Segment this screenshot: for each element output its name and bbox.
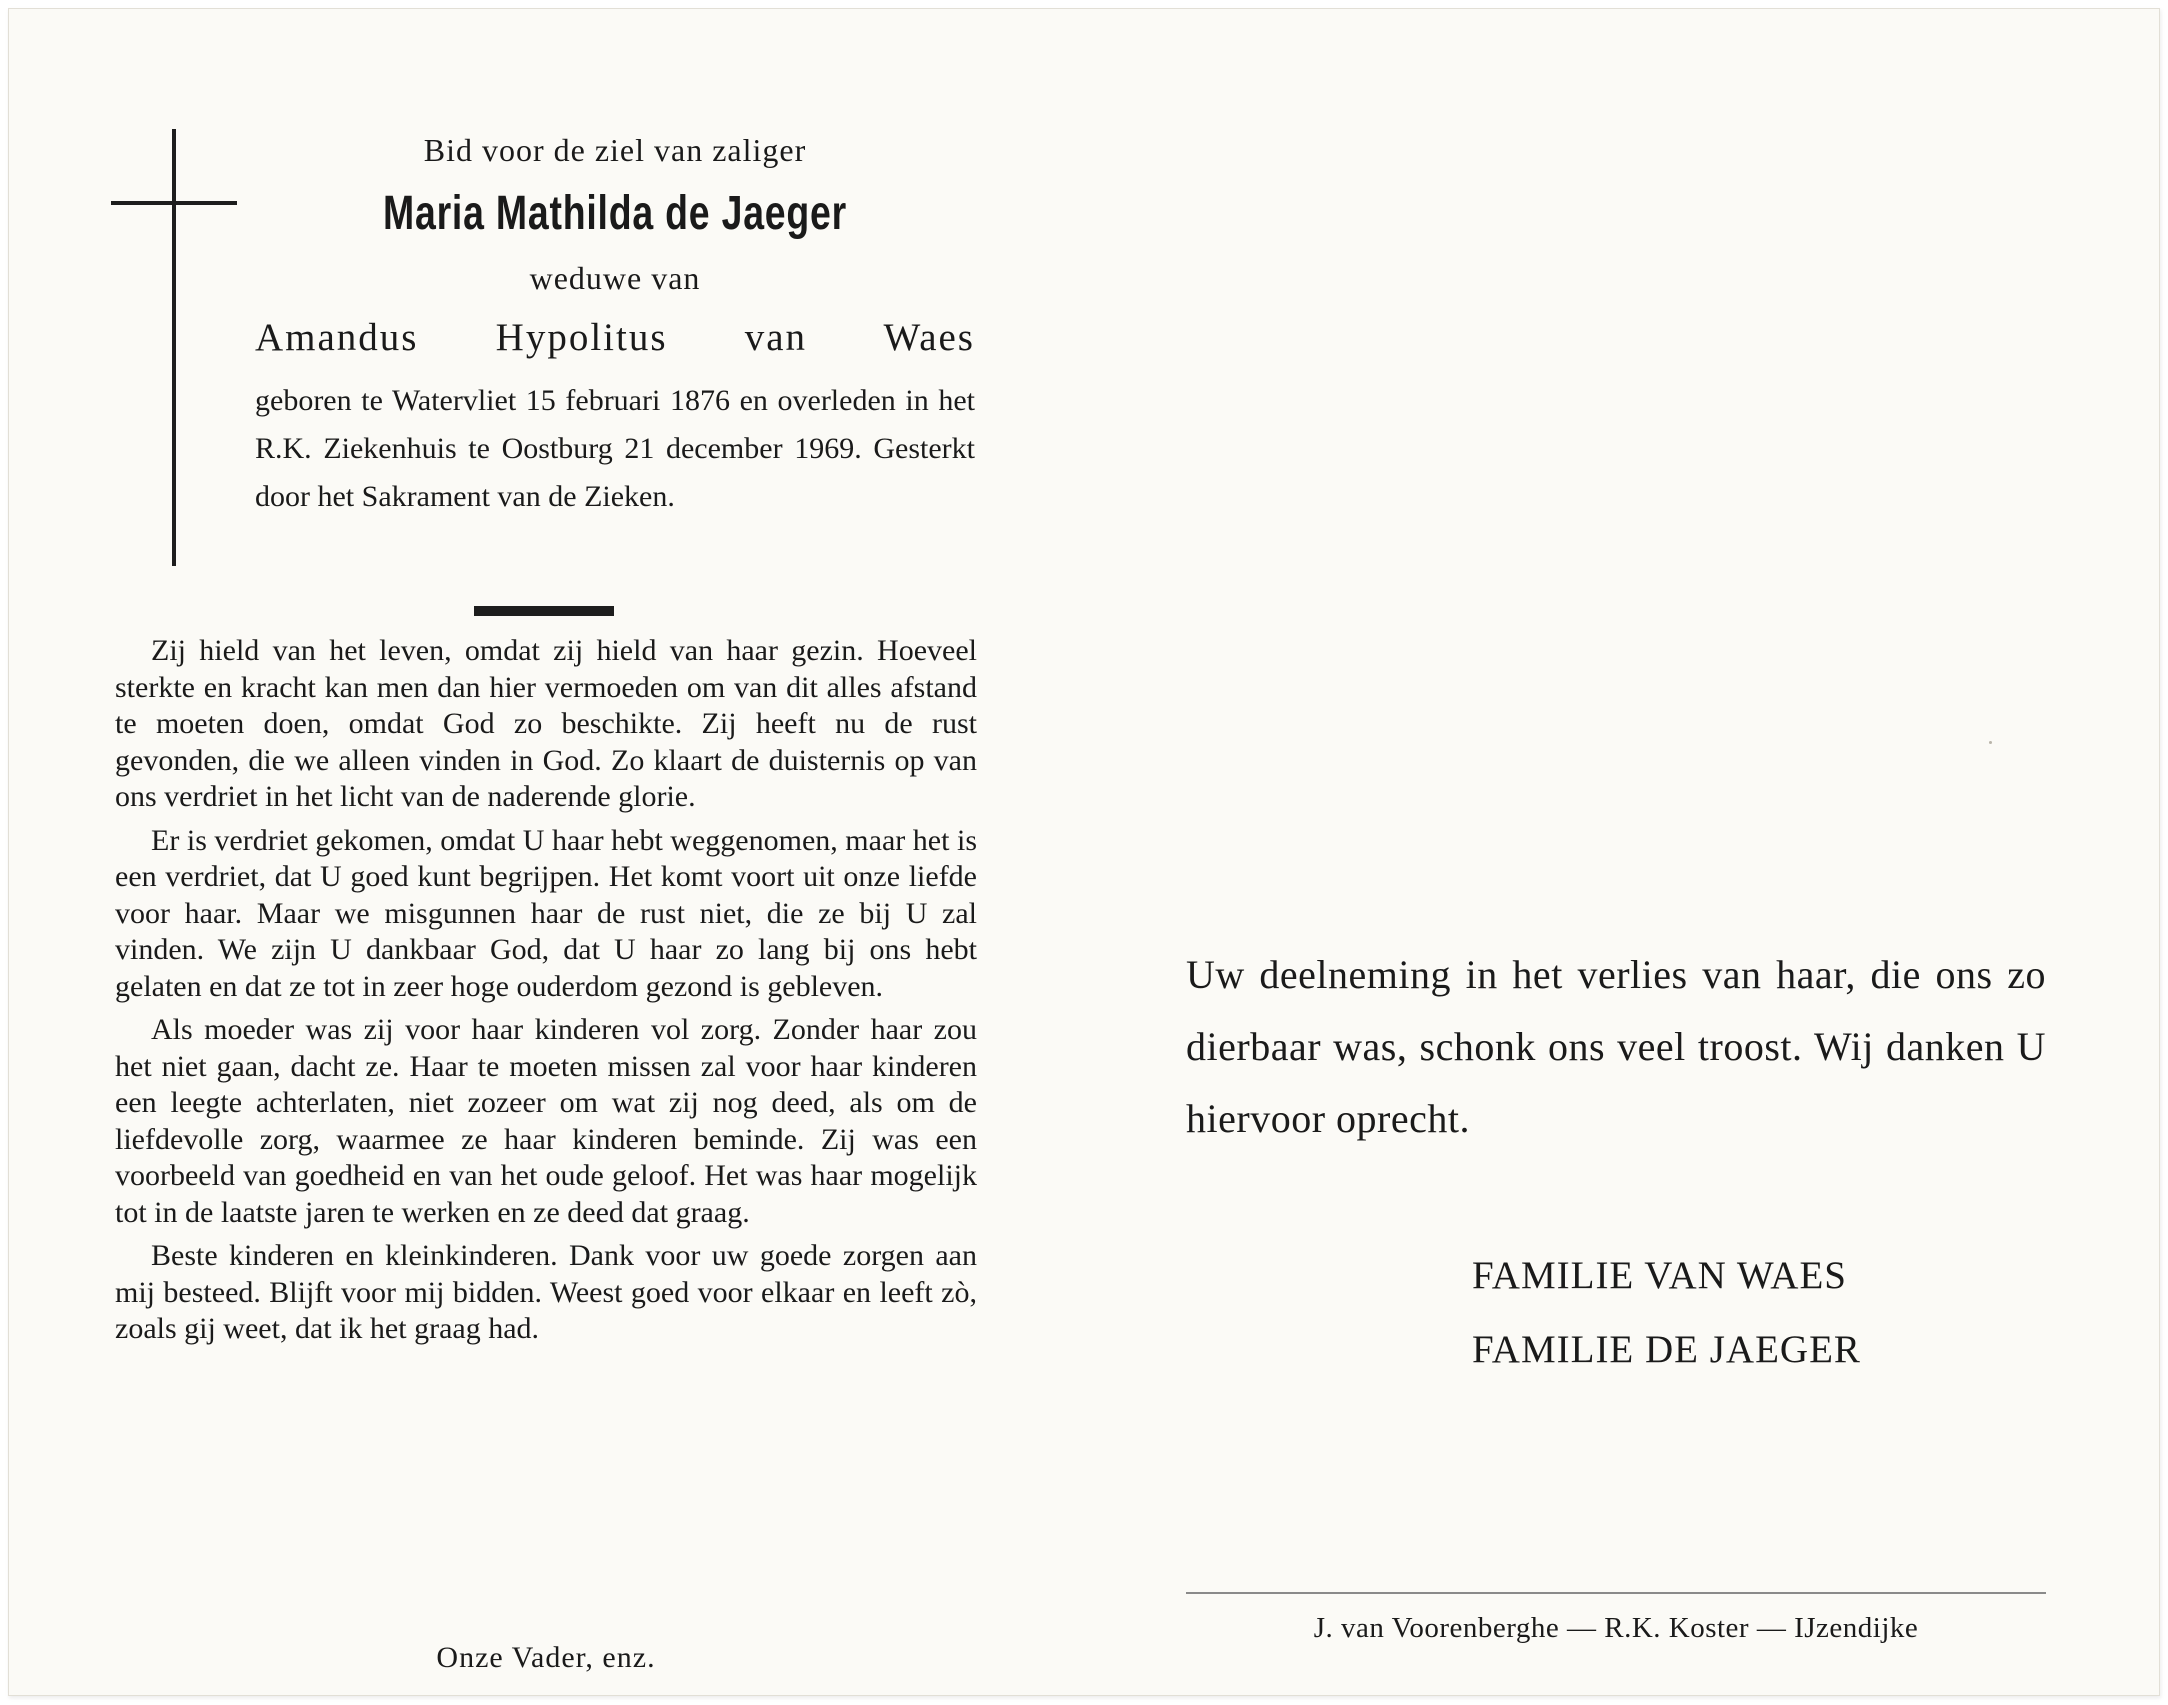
- paper-speck: [1989, 741, 1992, 744]
- memorial-text: [115, 633, 977, 1355]
- family-name: FAMILIE VAN WAES: [1472, 1254, 1847, 1297]
- intro-line: Bid voor de ziel van zaliger: [423, 132, 807, 168]
- cross-icon-bar: [111, 201, 237, 205]
- cross-icon: [172, 129, 176, 566]
- husband-name: Amandus Hypolitus van Waes: [255, 316, 975, 359]
- family-name: FAMILIE DE JAEGER: [1472, 1328, 1861, 1371]
- thanks-text: Uw deelneming in het verlies van haar, die ons zo dierbaar was, schonk ons veel troost. Wij danken U hiervoor oprecht.: [1186, 952, 2046, 1141]
- paragraph: Beste kinderen en kleinkinderen. Dank voor uw goede zorgen aan mij besteed. Blijft voor mij bidden. Weest goed voor elkaar en leeft zò, zoals gij weet, dat ik het graag had.: [115, 1239, 977, 1345]
- footer-rule: [1186, 1592, 2046, 1594]
- prayer-line: Onze Vader, enz.: [436, 1641, 656, 1674]
- widow-of-line: weduwe van: [529, 260, 701, 296]
- printer-credit: J. van Voorenberghe — R.K. Koster — IJzendijke: [1313, 1612, 1919, 1644]
- section-divider: [474, 606, 614, 616]
- paragraph: Er is verdriet gekomen, omdat U haar hebt weggenomen, maar het is een verdriet, dat U goed kunt begrijpen. Het komt voort uit onze liefde voor haar. Maar we misgunnen haar de rust niet, die ze bij U zal vinden. We zijn U dankbaar God, dat U haar zo lang bij ons hebt gelaten en dat ze tot in zeer hoge ouderdom gezond is gebleven.: [115, 823, 977, 1003]
- deceased-name: Maria Mathilda de Jaeger: [382, 187, 848, 240]
- paragraph: Zij hield van het leven, omdat zij hield van haar gezin. Hoeveel sterkte en kracht kan men dan hier vermoeden om van dit alles afstand te moeten doen, omdat God zo beschikte. Zij heeft nu de rust gevonden, die we alleen vinden in God. Zo klaart de duisternis op van ons verdriet in het licht van de naderende glorie.: [115, 634, 977, 813]
- paragraph: Als moeder was zij voor haar kinderen vol zorg. Zonder haar zou het niet gaan, dacht ze. Haar te moeten missen zal voor haar kinderen een leegte achterlaten, niet zozeer om wat zij nog deed, als om de liefdevolle zorg, waarmee ze haar kinderen beminde. Zij was een voorbeeld van goedheid en van het oude geloof. Het was haar mogelijk tot in de laatste jaren te werken en ze deed dat graag.: [115, 1013, 977, 1229]
- card-heading: [255, 125, 975, 521]
- memorial-card: [8, 8, 2160, 1696]
- bio-text: geboren te Watervliet 15 februari 1876 en overleden in het R.K. Ziekenhuis te Oostburg 21 december 1969. Gesterkt door het Sakrament van de Zieken.: [255, 384, 975, 513]
